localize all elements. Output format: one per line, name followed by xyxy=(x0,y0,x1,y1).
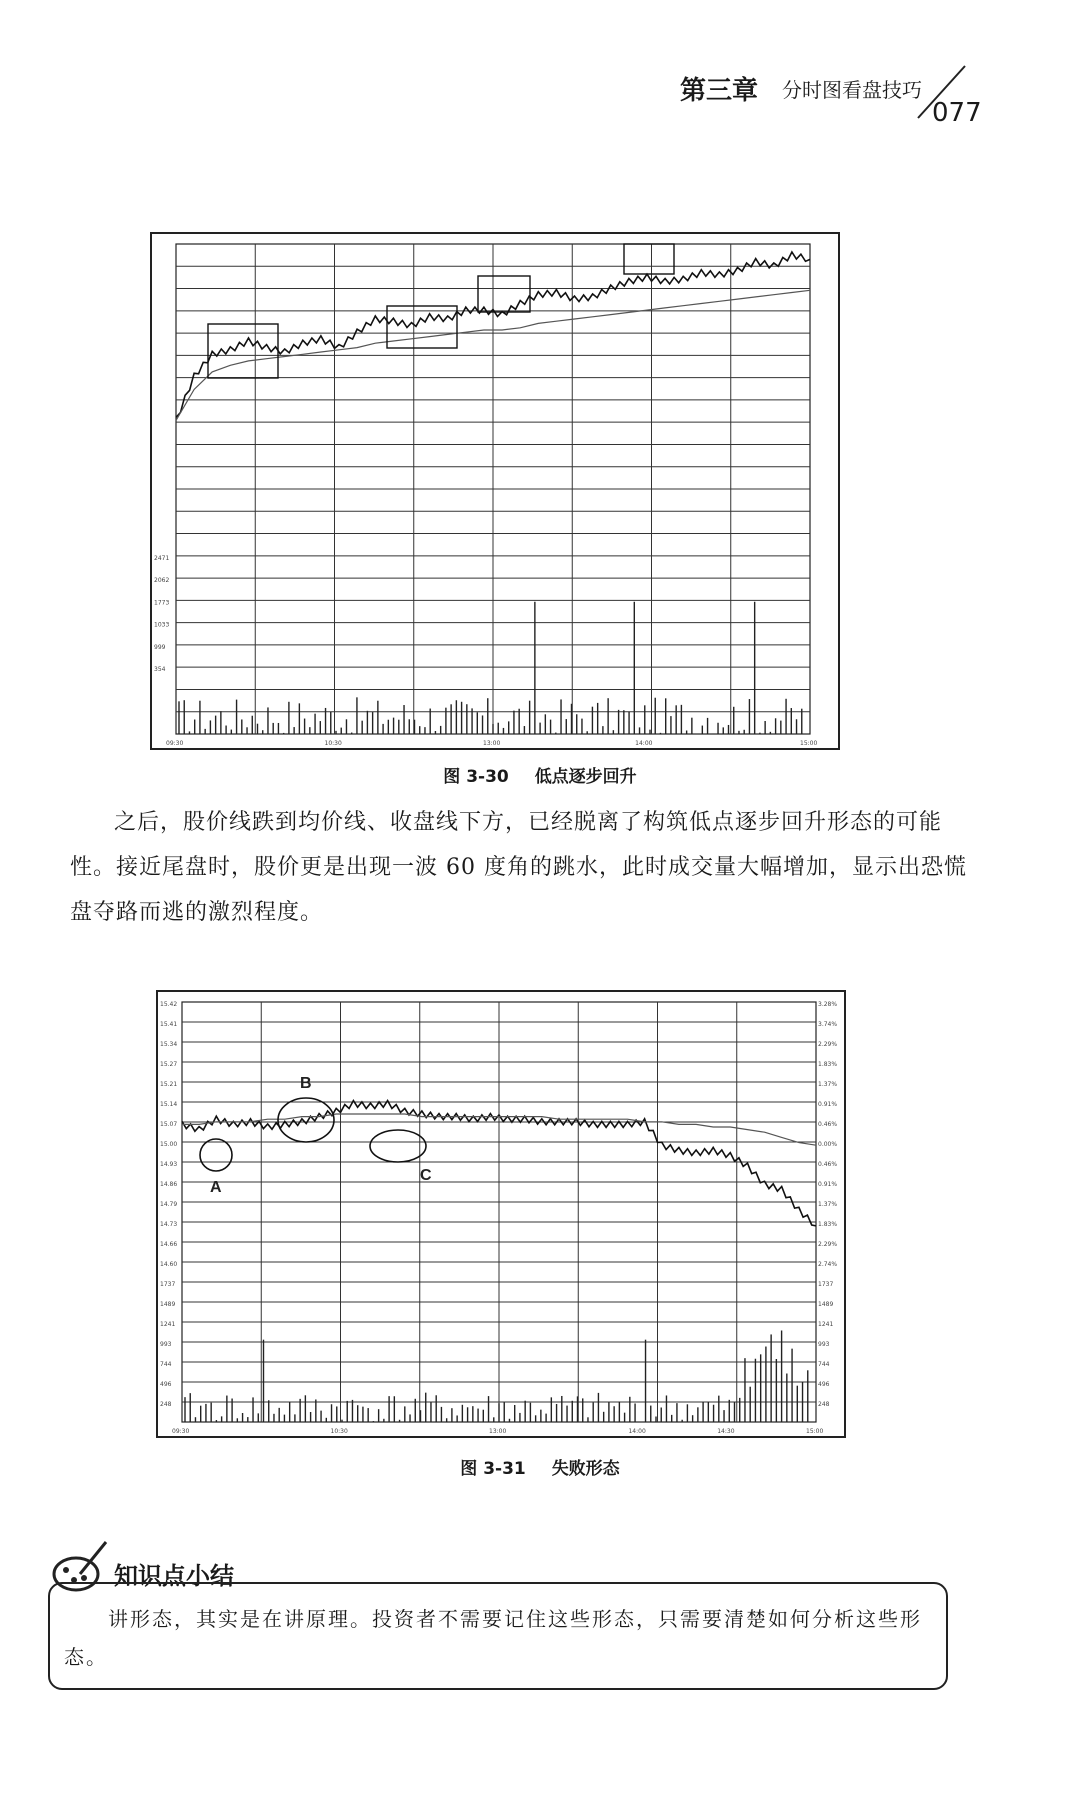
annotation-label: C xyxy=(420,1167,432,1184)
y-tick-label: 15.34 xyxy=(160,1041,178,1048)
highlight-box xyxy=(387,306,457,348)
y-right-tick-label: 1737 xyxy=(818,1281,834,1288)
annotation-circle xyxy=(370,1130,426,1162)
y-tick-label: 2471 xyxy=(154,554,170,562)
y-tick-label: 354 xyxy=(154,666,166,674)
y-tick-label: 14.86 xyxy=(160,1181,178,1188)
y-tick-label: 999 xyxy=(154,643,166,651)
y-tick-label: 14.73 xyxy=(160,1221,178,1228)
figure-3-31-title: 失败形态 xyxy=(551,1459,620,1479)
page-number: 077 xyxy=(932,98,982,128)
figure-3-30-number: 图 3-30 xyxy=(443,767,509,787)
x-tick-label: 09:30 xyxy=(172,1428,190,1435)
highlight-box xyxy=(478,276,530,312)
y-tick-label: 1241 xyxy=(160,1321,176,1328)
annotation-label: B xyxy=(300,1075,312,1092)
x-tick-label: 14:30 xyxy=(717,1428,735,1435)
y-tick-label: 15.00 xyxy=(160,1141,178,1148)
figure-3-31-chart xyxy=(156,990,846,1438)
x-tick-label: 10:30 xyxy=(330,1428,348,1435)
y-tick-label: 248 xyxy=(160,1401,172,1408)
y-right-tick-label: 0.46% xyxy=(818,1121,838,1128)
y-tick-label: 1773 xyxy=(154,599,170,607)
y-right-tick-label: 0.91% xyxy=(818,1101,838,1108)
y-right-tick-label: 993 xyxy=(818,1341,830,1348)
y-right-tick-label: 1.83% xyxy=(818,1061,838,1068)
y-tick-label: 15.41 xyxy=(160,1021,178,1028)
y-right-tick-label: 1.37% xyxy=(818,1201,838,1208)
figure-3-31-number: 图 3-31 xyxy=(460,1459,526,1479)
x-tick-label: 10:30 xyxy=(324,740,342,747)
y-tick-label: 15.27 xyxy=(160,1061,178,1068)
y-right-tick-label: 1241 xyxy=(818,1321,834,1328)
x-tick-label: 13:00 xyxy=(489,1428,507,1435)
figure-3-31-caption xyxy=(0,1454,1080,1479)
body-paragraph: 之后，股价线跌到均价线、收盘线下方，已经脱离了构筑低点逐步回升形态的可能性。接近尾盘时，股价更是出现一波 60 度角的跳水，此时成交量大幅增加，显示出恐慌盘夺路而逃的激烈程度。 xyxy=(70,810,967,925)
y-tick-label: 2062 xyxy=(154,577,170,585)
x-tick-label: 15:00 xyxy=(806,1428,824,1435)
y-right-tick-label: 744 xyxy=(818,1361,830,1368)
x-tick-label: 13:00 xyxy=(483,740,501,747)
figure-3-30-title: 低点逐步回升 xyxy=(534,767,637,787)
y-right-tick-label: 1.83% xyxy=(818,1221,838,1228)
y-tick-label: 14.93 xyxy=(160,1161,178,1168)
y-tick-label: 14.66 xyxy=(160,1241,178,1248)
chapter-subtitle: 分时图看盘技巧 xyxy=(782,78,922,102)
annotation-circle xyxy=(200,1139,232,1171)
y-tick-label: 744 xyxy=(160,1361,172,1368)
y-tick-label: 1489 xyxy=(160,1301,176,1308)
y-right-tick-label: 2.29% xyxy=(818,1041,838,1048)
y-right-tick-label: 2.74% xyxy=(818,1261,838,1268)
figure-3-31-svg xyxy=(158,992,844,1436)
summary-box xyxy=(48,1582,948,1690)
figure-3-30-caption xyxy=(0,762,1080,787)
y-right-tick-label: 3.28% xyxy=(818,1001,838,1008)
annotation-label: A xyxy=(210,1179,222,1196)
y-tick-label: 15.14 xyxy=(160,1101,178,1108)
annotation-circle xyxy=(278,1098,334,1142)
x-tick-label: 14:00 xyxy=(635,740,653,747)
highlight-box xyxy=(624,244,674,274)
y-right-tick-label: 0.91% xyxy=(818,1181,838,1188)
y-tick-label: 14.60 xyxy=(160,1261,178,1268)
y-tick-label: 15.42 xyxy=(160,1001,178,1008)
y-right-tick-label: 1489 xyxy=(818,1301,834,1308)
figure-3-30-svg xyxy=(152,234,838,748)
chapter-label: 第三章 xyxy=(680,76,759,106)
y-tick-label: 14.79 xyxy=(160,1201,178,1208)
y-tick-label: 993 xyxy=(160,1341,172,1348)
y-tick-label: 496 xyxy=(160,1381,172,1388)
x-tick-label: 14:00 xyxy=(628,1428,646,1435)
y-tick-label: 15.21 xyxy=(160,1081,178,1088)
y-right-tick-label: 248 xyxy=(818,1401,830,1408)
y-tick-label: 15.07 xyxy=(160,1121,178,1128)
y-right-tick-label: 0.46% xyxy=(818,1161,838,1168)
y-right-tick-label: 0.00% xyxy=(818,1141,838,1148)
x-tick-label: 15:00 xyxy=(800,740,818,747)
figure-3-30-chart xyxy=(150,232,840,750)
y-right-tick-label: 3.74% xyxy=(818,1021,838,1028)
page-header xyxy=(660,62,990,132)
x-tick-label: 09:30 xyxy=(166,740,184,747)
y-right-tick-label: 496 xyxy=(818,1381,830,1388)
summary-title: 知识点小结 xyxy=(114,1562,234,1590)
summary-text: 讲形态，其实是在讲原理。投资者不需要记住这些形态，只需要清楚如何分析这些形态。 xyxy=(64,1607,922,1669)
y-right-tick-label: 1.37% xyxy=(818,1081,838,1088)
y-right-tick-label: 2.29% xyxy=(818,1241,838,1248)
y-tick-label: 1737 xyxy=(160,1281,176,1288)
y-tick-label: 1033 xyxy=(154,621,170,629)
